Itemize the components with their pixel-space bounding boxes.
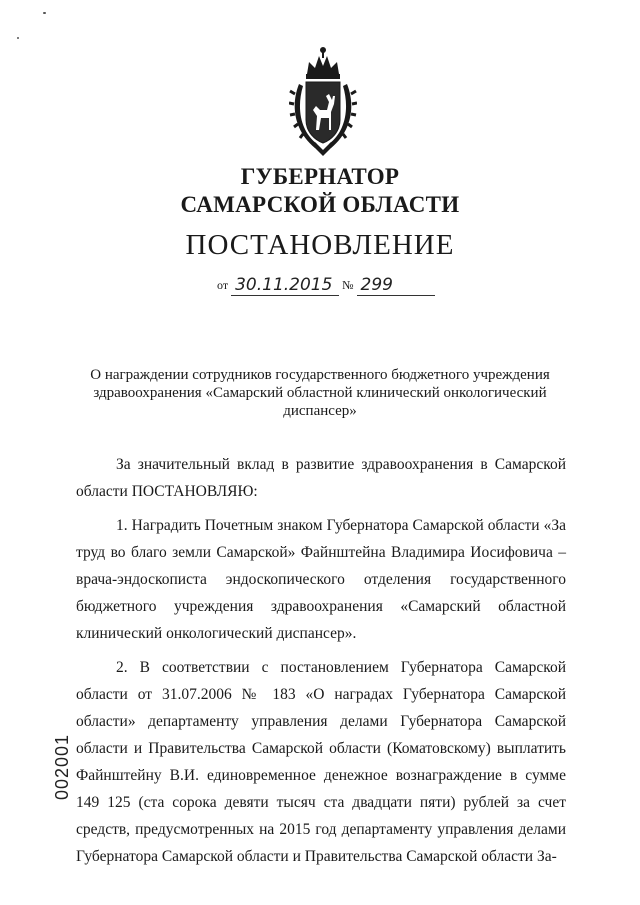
document-body	[76, 451, 566, 877]
document-number: 299	[357, 275, 435, 296]
document-date: 30.11.2015	[231, 275, 339, 296]
number-prefix: №	[342, 278, 354, 292]
body-paragraph: 1. Наградить Почетным знаком Губернатора Самарской области «За труд во благо земли Самарской» Файнштейна Владимира Иосифовича – врача-эндоскописта эндоскопического отделения государственного бюджетного учреждения здравоохранения «Самарский областной клинический онкологический диспансер».	[76, 517, 566, 642]
org-title-line1: ГУБЕРНАТОР	[240, 164, 400, 189]
scan-speck	[17, 37, 19, 39]
date-prefix: от	[217, 278, 229, 292]
scan-speck	[43, 12, 46, 14]
document-subject: О награждении сотрудников государственного бюджетного учреждения здравоохранения «Самарский областной клинический онкологический диспансер»	[90, 367, 550, 419]
margin-stamp-number: 002001	[52, 733, 72, 800]
org-title-line2: САМАРСКОЙ ОБЛАСТИ	[180, 192, 460, 217]
document-meta	[217, 274, 435, 296]
body-paragraph: 2. В соответствии с постановлением Губернатора Самарской области от 31.07.2006 № 183 «О наградах Губернатора Самарской области» департаменту управления делами Губернатора Самарской области и Правительства Самарской области (Коматовскому) выплатить Файнштейну В.И. единовременное денежное вознаграждение в сумме 149 125 (ста сорока девяти тысяч ста двадцати пяти) рублей за счет средств, предусмотренных на 2015 год департаменту управления делами Губернатора Самарской области и Правительства Самарской области За-	[76, 659, 566, 865]
body-paragraph: За значительный вклад в развитие здравоохранения в Самарской области ПОСТАНОВЛЯЮ:	[76, 456, 566, 500]
document-type-title: ПОСТАНОВЛЕНИЕ	[185, 229, 455, 261]
coat-of-arms-emblem	[289, 44, 357, 162]
